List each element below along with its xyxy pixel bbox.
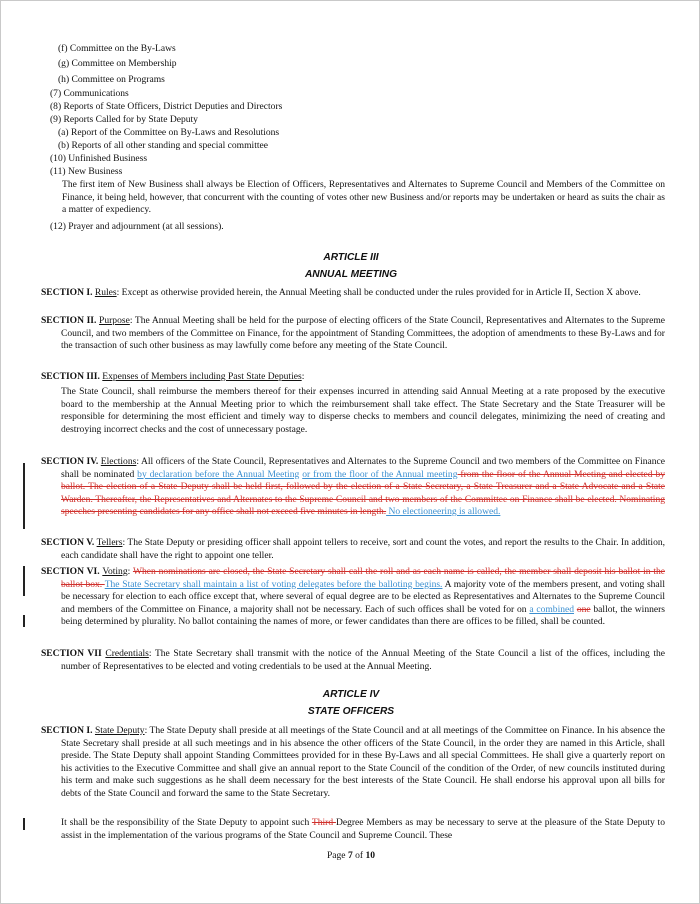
section-rules: SECTION I. Rules: Except as otherwise provided herein, the Annual Meeting shall be conducted under the rules provided for in Article II, Section X above.	[41, 287, 641, 298]
section-heading: State Deputy	[94, 725, 145, 736]
deleted-text: Third	[311, 817, 336, 828]
section-expenses-heading: SECTION III. Expenses of Members including Past State Deputies:	[41, 371, 305, 382]
agenda-item-h: (h) Committee on Programs	[58, 74, 165, 85]
inserted-text: by declaration before the Annual Meeting	[137, 468, 300, 480]
state-deputy-paragraph: It shall be the responsibility of the State Deputy to appoint such Third Degree Members as may be necessary to serve at the pleasure of the State Deputy to assist in the implementation of the various programs of the State Council and Supreme Council. These	[61, 817, 665, 841]
section-credentials: SECTION VII Credentials: The State Secretary shall transmit with the notice of the Annual Meeting of the State Council a list of the offices, including the number of Representatives to be elected and voting credentials to be used at the Annual Meeting.	[41, 648, 666, 672]
agenda-item-10: (10) Unfinished Business	[50, 153, 148, 164]
section-expenses-body: The State Council, shall reimburse the members thereof for their expenses incurred in attending said Annual Meeting at a rate proposed by the executive board to the membership at the Annual Meeting prior to which the reimbursement shall take effect. The State Secretary and the State Treasurer will be responsible for determining the most efficient and timely way to disperse checks to members and council delegates, minimizing the need of creating and destroying incorrect checks and the cost of unnecessary postage.	[61, 386, 665, 435]
page-number: Page 7 of 10	[326, 850, 375, 861]
agenda-item-9b: (b) Reports of all other standing and special committee	[58, 140, 268, 151]
change-bar	[23, 818, 25, 830]
section-heading: Purpose	[99, 315, 130, 326]
section-purpose: SECTION II. Purpose: The Annual Meeting shall be held for the purpose of electing officers of the State Council, Representatives and Alternates to the Supreme Council, and two members of the Committee on Finance, for the appointment of Standing Committees, the adoption of amendments to these By-Laws and for the transaction of such other business as may lawfully come before any meeting of the State Council.	[41, 315, 666, 351]
agenda-item-8: (8) Reports of State Officers, District Deputies and Directors	[50, 101, 283, 112]
article-number: ARTICLE IV	[322, 689, 380, 700]
section-state-deputy: SECTION I. State Deputy: The State Deputy shall preside at all meetings of the State Council and at all meetings of the Committee on Finance. In his absence the State Secretary shall preside at all such meetings and in his absence the other officers of the State Council, in the order they are named in this Article, shall preside. The State Deputy shall appoint Standing Committees provided for in these By-Laws and all special Committees. He shall give a quarterly report on his activities to the Executive Committee and shall give an annual report to the State Council of the condition of the Order, of new councils instituted during his term and make such suggestions as he shall deem necessary for the best interests of the State Council. He shall endorse his approval upon all bills for debts of the State Council and forward the same to the State Secretary.	[41, 725, 666, 799]
agenda-item-7: (7) Communications	[50, 88, 129, 99]
article-number: ARTICLE III	[323, 252, 379, 263]
inserted-text: a combined	[529, 603, 575, 615]
change-bar	[23, 566, 25, 596]
section-elections: SECTION IV. Elections: All officers of the State Council, Representatives and Alternates to the Supreme Council and two members of the Committee on Finance shall be nominated by declaration before the Annual Meeting or from the floor of the Annual meeting from the floor of the Annual Meeting and elected by ballot. The election of a State Deputy shall be held first, followed by the election of a State Secretary, a State Treasurer and a State Advocate and a State Warden. Thereafter, the Representatives and Alternates to the Supreme Council and two members of the Committee on Finance shall be elected. Nominating speeches presenting candidates for any office shall not exceed five minutes in length. No electioneering is allowed.	[41, 456, 666, 517]
inserted-text: or from the floor of the Annual meeting	[302, 468, 458, 480]
section-tellers: SECTION V. Tellers: The State Deputy or presiding officer shall appoint tellers to receive, sort and count the votes, and report the results to the Chair. In addition, each candidate shall have the right to appoint one teller.	[41, 537, 665, 561]
agenda-item-12: (12) Prayer and adjournment (at all sessions).	[50, 221, 224, 232]
inserted-text: The State Secretary shall maintain a list of voting delegates before the balloting begins.	[104, 578, 443, 590]
article-title: STATE OFFICERS	[307, 706, 395, 717]
article-title: ANNUAL MEETING	[304, 269, 398, 280]
deleted-text: one	[576, 603, 591, 615]
section-heading: Credentials	[105, 648, 149, 659]
inserted-text: No electioneering is allowed.	[386, 506, 501, 517]
section-heading: Voting	[102, 566, 128, 577]
section-heading: Rules	[94, 287, 117, 298]
section-heading: Elections	[100, 456, 137, 467]
deleted-text: from the floor of the Annual Meeting and elected by ballot. The election of a State Deputy shall be held first, followed by the election of a State Secretary, a State Treasurer and a State Advocate and a State Warden. Thereafter, the Representatives and Alternates to the Supreme Council and two members of the Committee on Finance shall be elected. Nominating speeches presenting candidates for any office shall not exceed five minutes in length.	[61, 468, 666, 517]
agenda-item-g: (g) Committee on Membership	[58, 58, 177, 69]
agenda-item-9a: (a) Report of the Committee on By-Laws and Resolutions	[58, 127, 280, 138]
change-bar	[23, 615, 25, 627]
new-business-paragraph: The first item of New Business shall always be Election of Officers, Representatives and Alternates to Supreme Council and Members of the Committee on Finance, it being held, however, that concurrent with the counting of votes other new Business and/or reports may be undertaken or heard as suits the chair as a matter of expediency.	[62, 179, 665, 215]
change-bar	[23, 463, 25, 529]
deleted-text: When nominations are closed, the State Secretary shall call the roll and as each name is called, the member shall deposit his ballot in the ballot box.	[61, 566, 665, 590]
agenda-item-9: (9) Reports Called for by State Deputy	[50, 114, 198, 125]
agenda-item-11: (11) New Business	[50, 166, 123, 177]
agenda-item-f: (f) Committee on the By-Laws	[58, 43, 176, 54]
section-heading: Tellers	[96, 537, 123, 548]
section-voting: SECTION VI. Voting: When nominations are closed, the State Secretary shall call the roll and as each name is called, the member shall deposit his ballot in the ballot box. The State Secretary shall maintain a list of voting delegates before the balloting begins. A majority vote of the members present, and voting shall be necessary for election to each office except that, where several of equal degree are to be elected as Representatives and Alternates to the Supreme Council and members of the Committee on Finance, a majority shall not be necessary. Each of such offices shall be voted for on a combined one ballot, the winners being determined by plurality. No ballot containing the names of more, or fewer candidates than there are offices to be filled, shall be counted.	[41, 566, 665, 627]
